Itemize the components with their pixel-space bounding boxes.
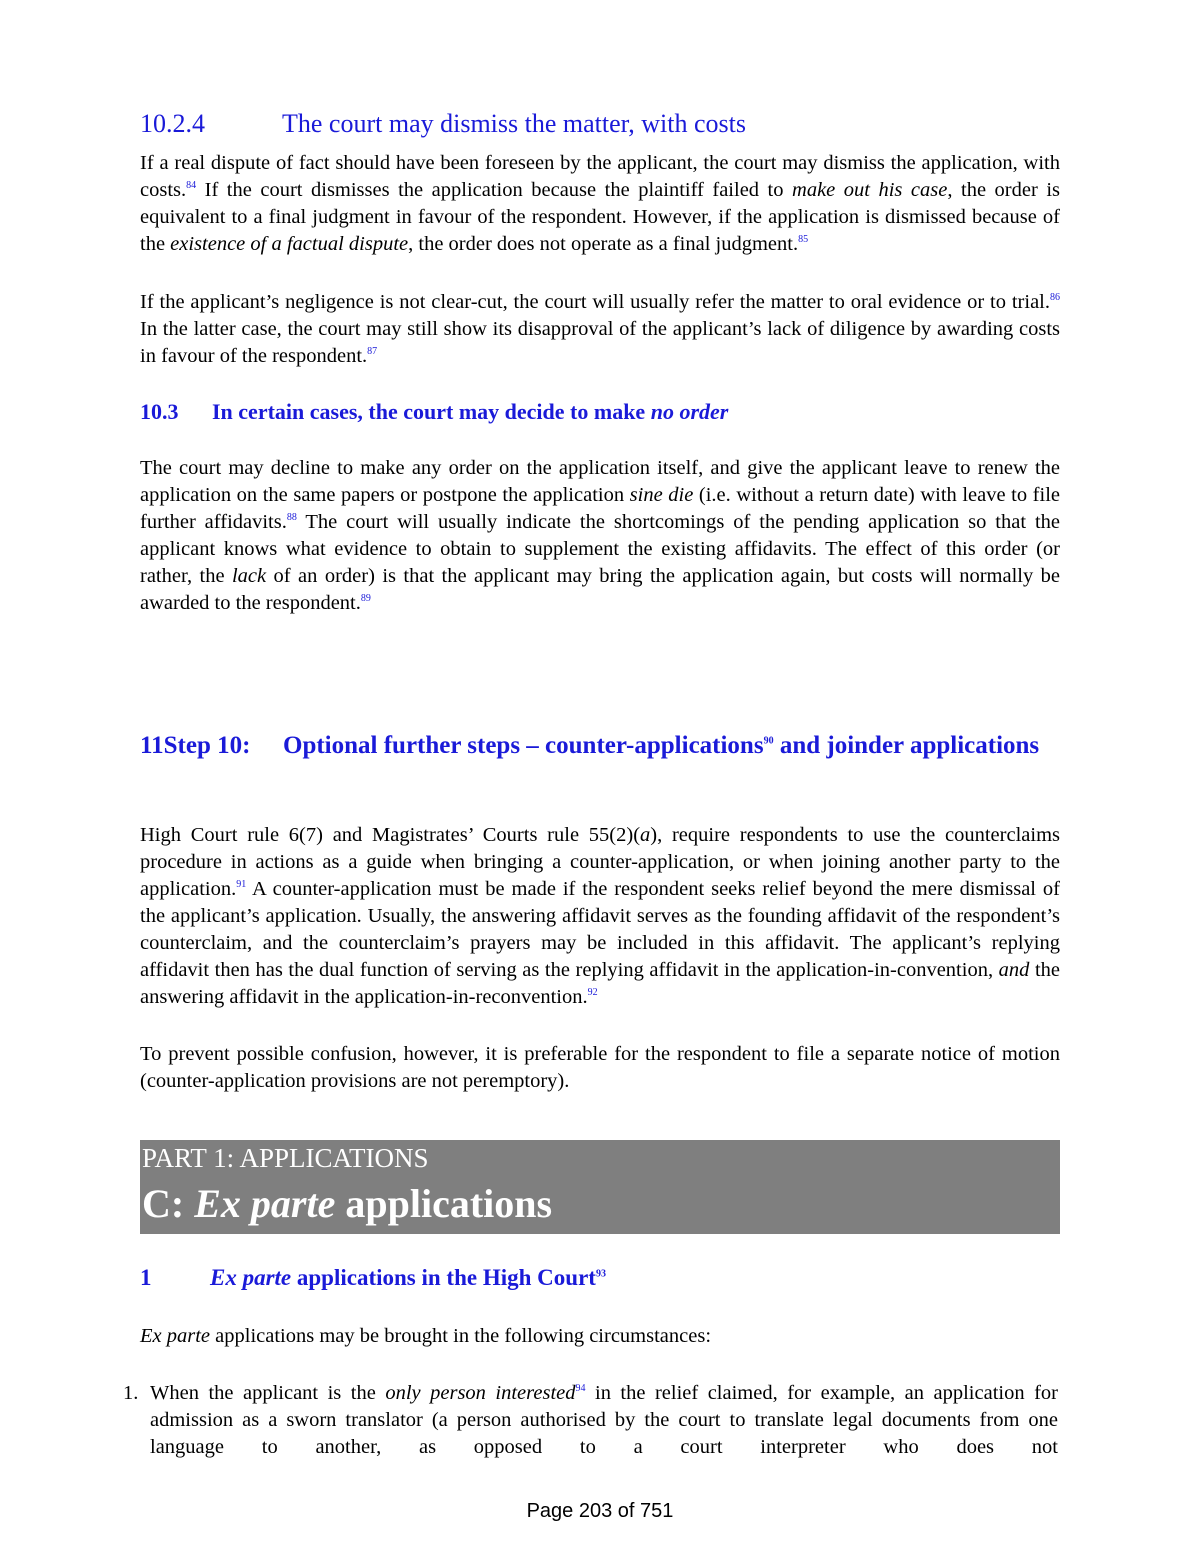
text-run: To prevent possible confusion, however, it is preferable for the respondent to file a separate notice of motion (counter-application provisions are not peremptory). bbox=[140, 1043, 1060, 1092]
heading-title: In certain cases, the court may decide to make bbox=[212, 399, 651, 424]
banner-title-italic: Ex parte bbox=[194, 1181, 336, 1226]
heading-number: 1 bbox=[140, 1265, 152, 1290]
italic-run: only person interested bbox=[385, 1382, 576, 1404]
footnote-ref-89[interactable]: 89 bbox=[360, 593, 371, 605]
footnote-ref-93[interactable]: 93 bbox=[595, 1268, 606, 1280]
list-item-text bbox=[150, 1380, 1058, 1461]
footnote-ref-90[interactable]: 90 bbox=[763, 735, 774, 747]
text-run: (i.e. without a return date) with leave to file further affidavits. bbox=[140, 484, 1061, 533]
text-run: High Court rule 6(7) and Magistrates’ Courts rule 55(2)( bbox=[140, 824, 641, 846]
banner-part-label: PART 1: APPLICATIONS bbox=[142, 1143, 429, 1173]
text-run: ), require respondents to use the counterclaims procedure in actions as a guide when bringing a counter-application, or when joining another party to the application. bbox=[140, 824, 1060, 900]
heading-title-italic: no order bbox=[650, 399, 729, 424]
heading-title: The court may dismiss the matter, with costs bbox=[282, 109, 746, 138]
footnote-ref-88[interactable]: 88 bbox=[286, 512, 297, 524]
heading-step-10 bbox=[140, 730, 1060, 762]
text-run: The court may decline to make any order on the application itself, and give the applicant leave to renew the application on the same papers or postpone the application bbox=[140, 457, 1060, 506]
text-run: If a real dispute of fact should have been foreseen by the applicant, the court may dismiss the application, with costs. bbox=[140, 152, 1060, 201]
paragraph-ex-parte-intro bbox=[140, 1323, 1060, 1350]
banner-title-part: applications bbox=[335, 1181, 553, 1226]
heading-number: 11Step 10: bbox=[140, 732, 251, 759]
paragraph-dismiss bbox=[140, 150, 1060, 258]
page-number-footer: Page 203 of 751 bbox=[526, 1500, 674, 1522]
italic-run: lack bbox=[231, 565, 267, 587]
list-marker: 1. bbox=[123, 1382, 139, 1404]
footnote-ref-87[interactable]: 87 bbox=[367, 346, 378, 358]
italic-run: sine die bbox=[629, 484, 694, 506]
footnote-ref-91[interactable]: 91 bbox=[236, 879, 247, 891]
part-banner bbox=[140, 1140, 1060, 1234]
heading-10-3 bbox=[140, 398, 1060, 426]
heading-title bbox=[283, 730, 1060, 762]
text-run: applications may be brought in the following circumstances: bbox=[210, 1325, 712, 1347]
text-run: When the applicant is the bbox=[150, 1382, 386, 1404]
text-run: The court will usually indicate the shortcomings of the pending application so that the applicant knows what evidence to obtain to supplement the existing affidavits. The effect of this order (or rather, the bbox=[140, 511, 1060, 587]
paragraph-counter-applications bbox=[140, 822, 1060, 1011]
footnote-ref-85[interactable]: 85 bbox=[798, 234, 809, 246]
heading-title-part: Optional further steps – counter-applications bbox=[283, 732, 764, 759]
italic-run: existence of a factual dispute bbox=[170, 233, 409, 255]
heading-title-part: and joinder applications bbox=[773, 732, 1040, 759]
paragraph-no-order bbox=[140, 455, 1060, 617]
heading-10-2-4 bbox=[140, 108, 1060, 140]
text-run: in the relief claimed, for example, an application for admission as a sworn translator (a person authorised by the court to translate legal documents from one language to another, as opposed to a court interpreter who does not bbox=[150, 1382, 1058, 1458]
footnote-ref-86[interactable]: 86 bbox=[1050, 292, 1060, 304]
heading-number: 10.2.4 bbox=[140, 109, 205, 138]
text-run: the answering affidavit in the application-in-reconvention. bbox=[140, 959, 1061, 1008]
text-run: , the order does not operate as a final judgment. bbox=[408, 233, 799, 255]
italic-run: make out his case bbox=[792, 179, 948, 201]
paragraph-negligence bbox=[140, 289, 1060, 370]
text-run: In the latter case, the court may still show its disapproval of the applicant’s lack of diligence by awarding costs in favour of the respondent. bbox=[140, 318, 1060, 367]
heading-number: 10.3 bbox=[140, 399, 179, 424]
heading-ex-parte-high-court bbox=[140, 1262, 1060, 1294]
text-run: A counter-application must be made if the respondent seeks relief beyond the mere dismissal of the applicant’s application. Usually, the answering affidavit serves as the founding affidavit of the respondent’s counterclaim, and the counterclaim’s prayers may be included in this affidavit. The applicant’s replying affidavit then has the dual function of serving as the replying affidavit in the application-in-convention, bbox=[140, 878, 1060, 981]
italic-run: and bbox=[998, 959, 1030, 981]
paragraph-separate-notice bbox=[140, 1041, 1060, 1095]
italic-run: a bbox=[640, 824, 651, 846]
heading-title-italic: Ex parte bbox=[210, 1265, 292, 1290]
text-run: of an order) is that the applicant may bring the application again, but costs will normally be awarded to the respondent. bbox=[140, 565, 1060, 614]
italic-run: Ex parte bbox=[140, 1325, 211, 1347]
text-run: If the applicant’s negligence is not clear-cut, the court will usually refer the matter to oral evidence or to trial. bbox=[140, 291, 1050, 313]
text-run: , the order is equivalent to a final judgment in favour of the respondent. However, if the application is dismissed because of the bbox=[140, 179, 1060, 255]
footnote-ref-84[interactable]: 84 bbox=[186, 180, 197, 192]
footnote-ref-94[interactable]: 94 bbox=[575, 1383, 586, 1395]
heading-title: applications in the High Court bbox=[291, 1265, 596, 1290]
banner-title-part: C: bbox=[142, 1181, 195, 1226]
banner-title bbox=[142, 1178, 552, 1230]
text-run: If the court dismisses the application because the plaintiff failed to bbox=[196, 179, 793, 201]
footnote-ref-92[interactable]: 92 bbox=[587, 987, 598, 999]
